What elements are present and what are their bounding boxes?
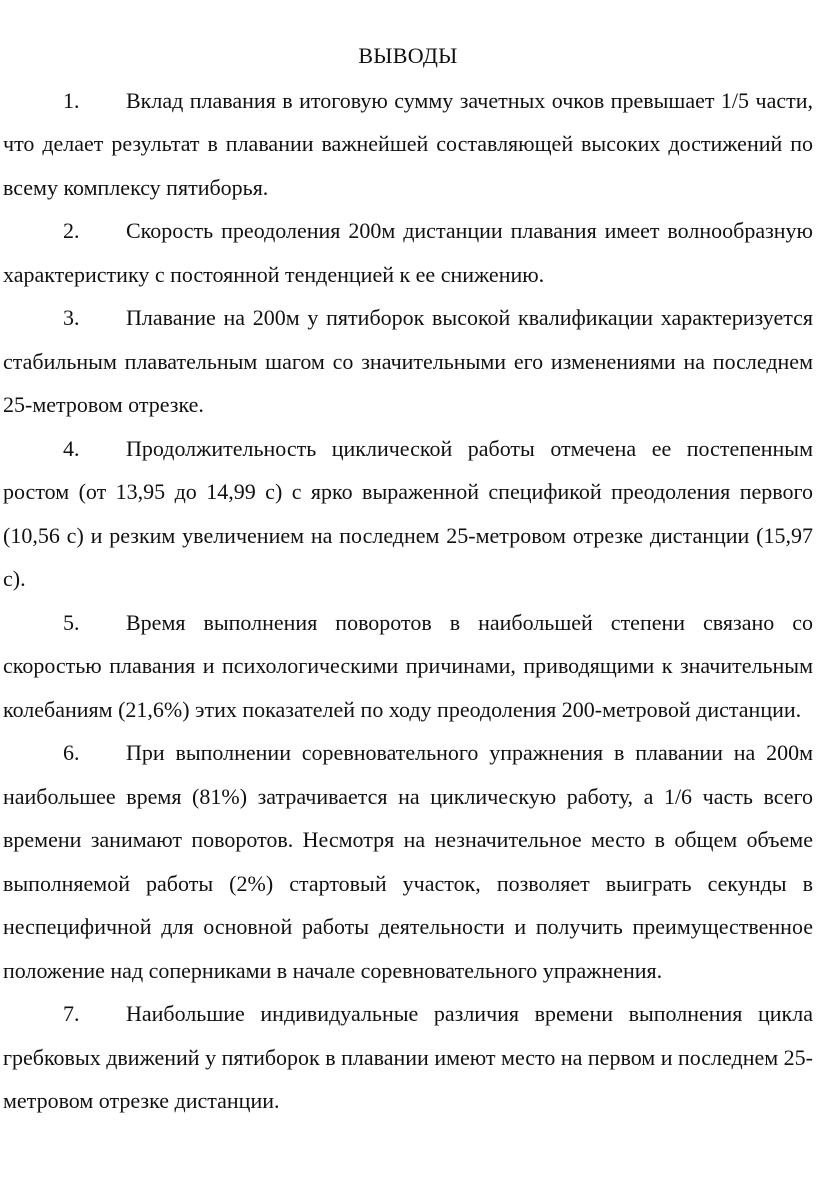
conclusions-list xyxy=(3,79,813,1123)
item-number: 7. xyxy=(63,1001,80,1026)
list-item xyxy=(3,427,813,601)
item-number: 4. xyxy=(63,435,80,461)
list-item xyxy=(3,601,813,732)
item-number: 5. xyxy=(63,609,80,635)
list-item xyxy=(3,79,813,210)
item-text: При выполнении соревновательного упражнения в плавании на 200м наибольшее время (81%) затрачивается на циклическую работу, а 1/6 часть всего времени занимают поворотов. Несмотря на незначительное место в общем объеме выполняемой работы (2%) стартовый участок, позволяет выиграть секунды в неспецифичной для основной работы деятельности и получить преимущественное положение над соперниками в начале соревновательного упражнения. xyxy=(3,740,813,983)
item-text: Время выполнения поворотов в наибольшей степени связано со скоростью плавания и психологическими причинами, приводящими к значительным колебаниям (21,6%) этих показателей по ходу преодоления 200-метровой дистанции. xyxy=(3,609,813,722)
list-item xyxy=(3,296,813,427)
item-text: Наибольшие индивидуальные различия времени выполнения цикла гребковых движений у пятиборок в плавании имеют место на первом и последнем 25-метровом отрезке дистанции. xyxy=(3,1001,813,1113)
item-text: Продолжительность циклической работы отмечена ее постепенным ростом (от 13,95 до 14,99 с) с ярко выраженной спецификой преодоления первого (10,56 с) и резким увеличением на последнем 25-метровом отрезке дистанции (15,97 с). xyxy=(3,435,813,591)
item-text: Скорость преодоления 200м дистанции плавания имеет волнообразную характеристику с постоянной тенденцией к ее снижению. xyxy=(3,218,813,287)
item-number: 6. xyxy=(63,740,80,765)
item-text: Вклад плавания в итоговую сумму зачетных очков превышает 1/5 части, что делает результат в плавании важнейшей составляющей высоких достижений по всему комплексу пятиборья. xyxy=(3,87,813,200)
item-text: Плавание на 200м у пятиборок высокой квалификации характеризуется стабильным плавательным шагом со значительными его изменениями на последнем 25-метровом отрезке. xyxy=(3,305,813,417)
page-title: ВЫВОДЫ xyxy=(358,43,458,68)
list-item xyxy=(3,992,813,1123)
item-number: 2. xyxy=(63,218,80,243)
list-item xyxy=(3,731,813,992)
item-number: 3. xyxy=(63,305,80,330)
item-number: 1. xyxy=(63,87,80,113)
list-item xyxy=(3,209,813,296)
